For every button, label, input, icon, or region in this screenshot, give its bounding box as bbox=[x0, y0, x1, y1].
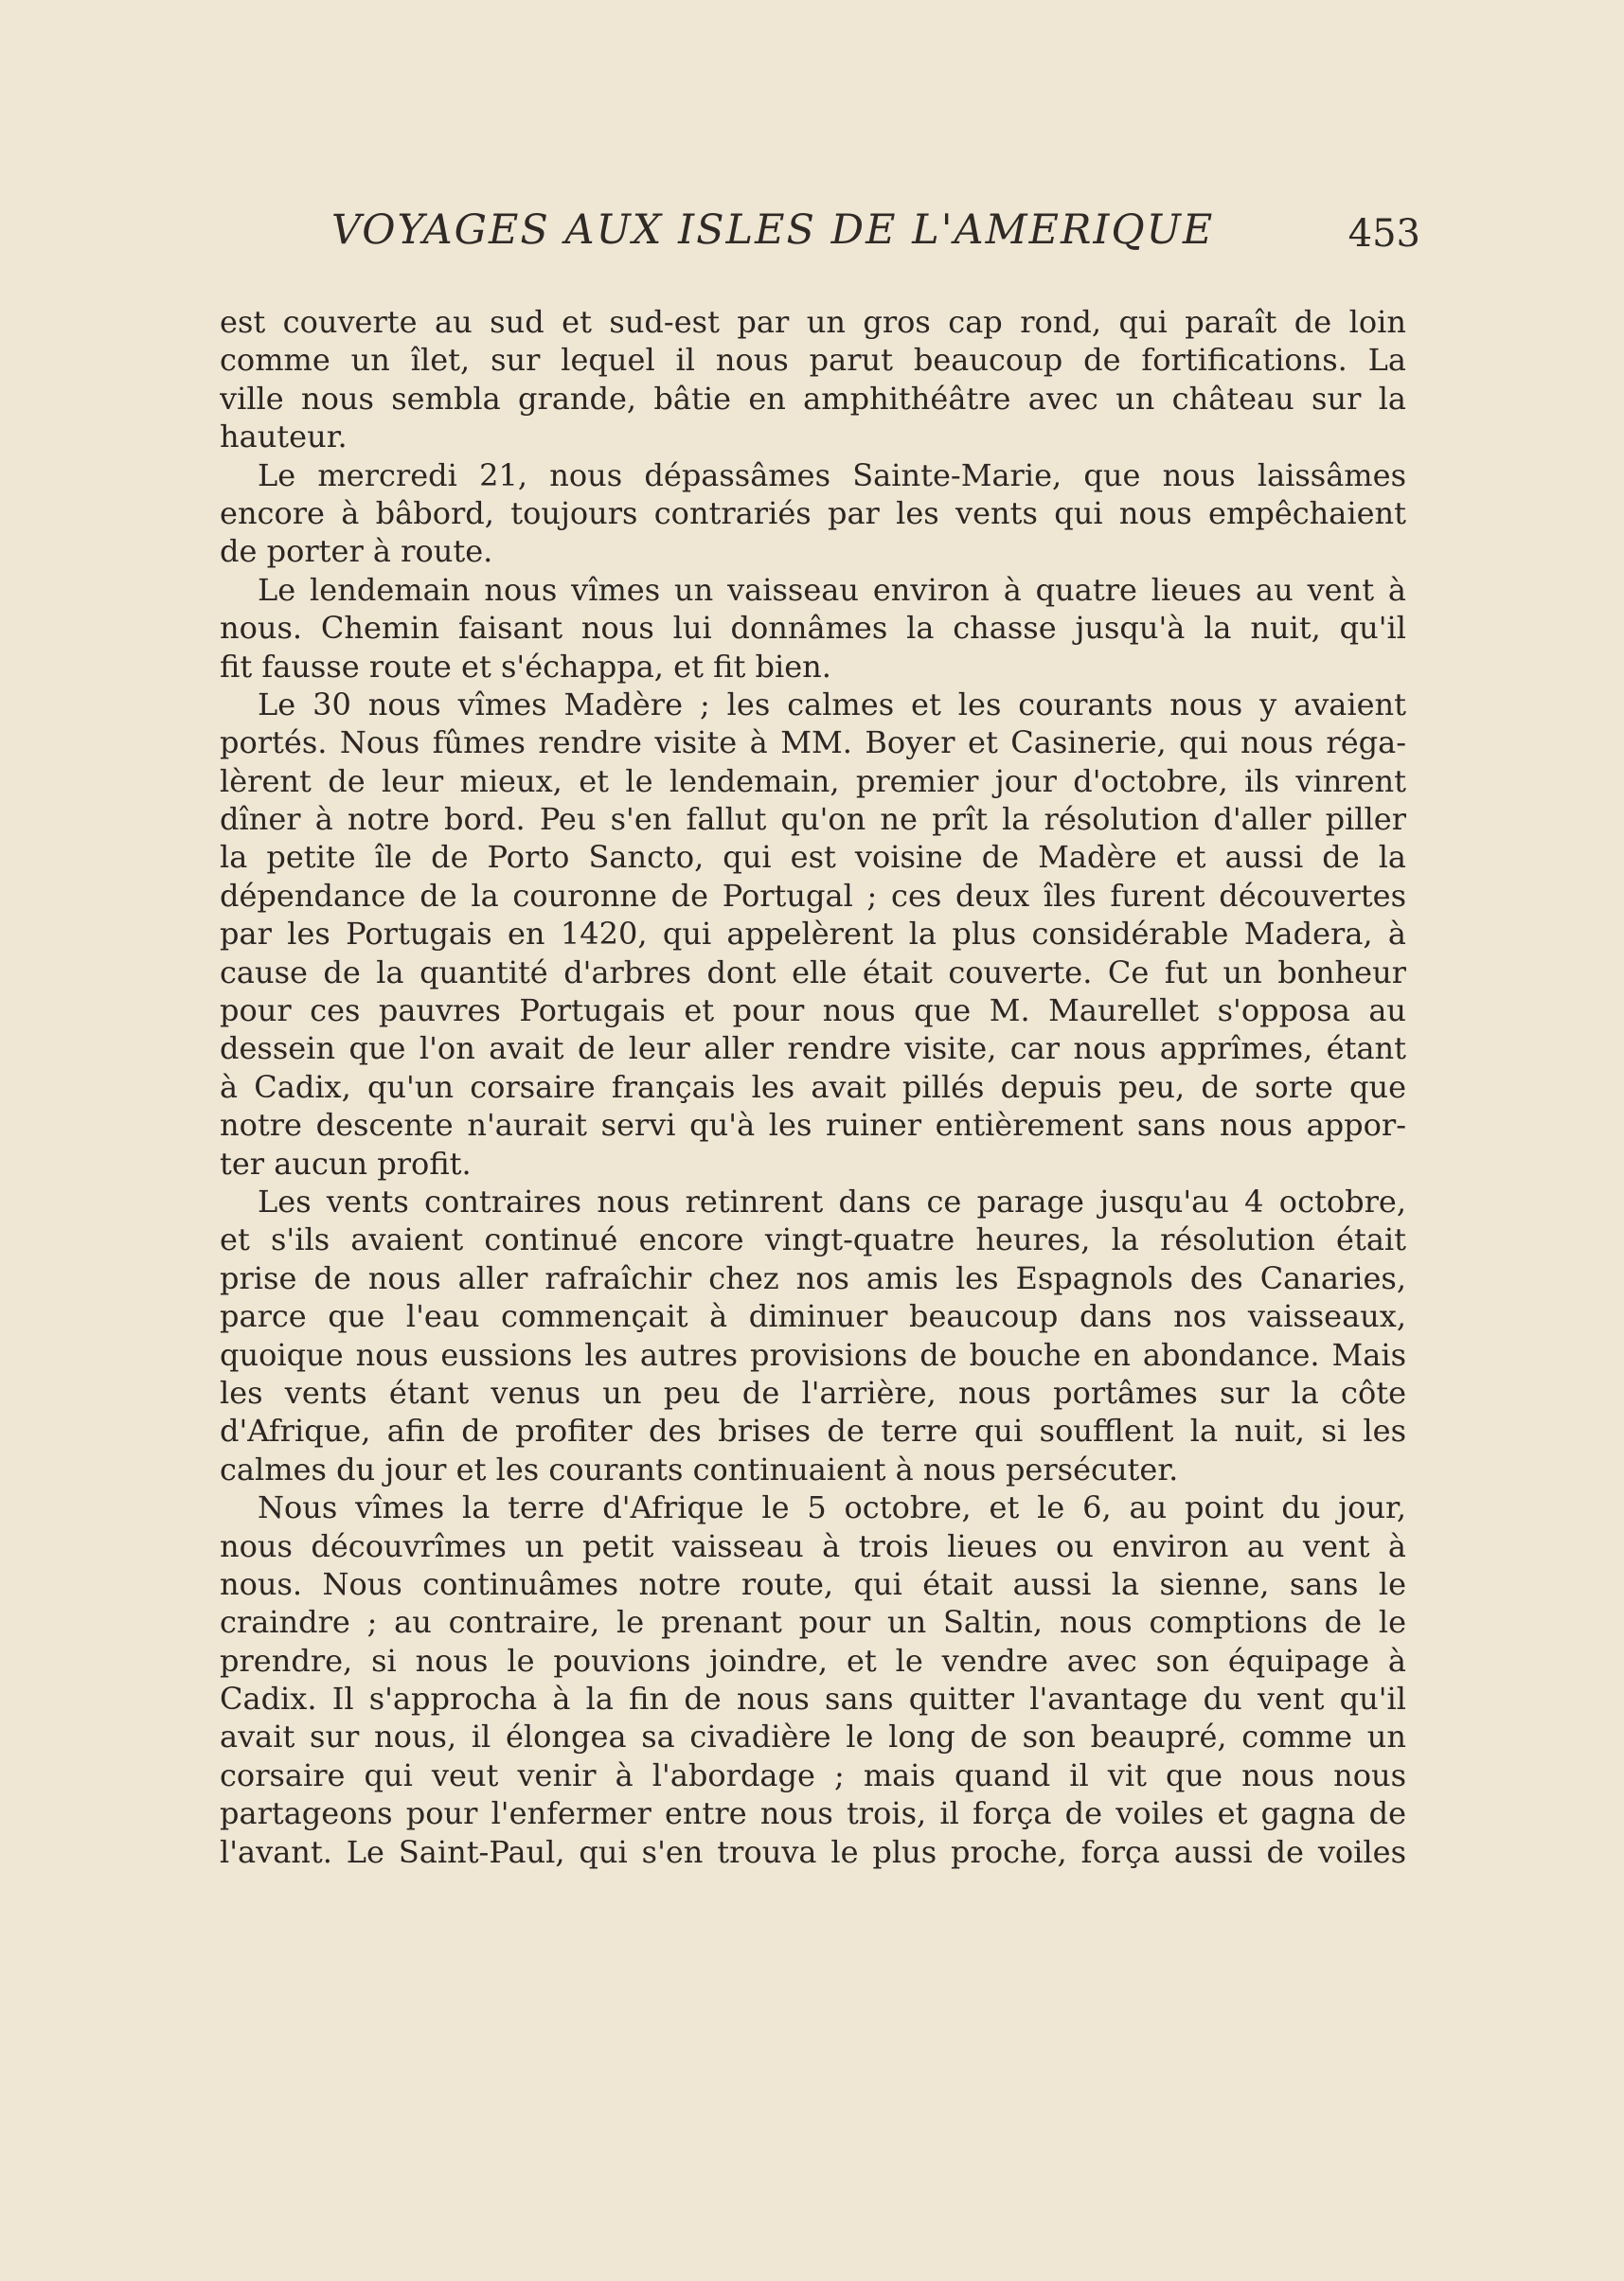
text-line: craindre ; au contraire, le prenant pour un Saltin, nous comptions de le bbox=[220, 1604, 1406, 1641]
text-line: hauteur. bbox=[220, 419, 348, 455]
text-line: la petite île de Porto Sancto, qui est voisine de Madère et aussi de la bbox=[220, 839, 1406, 876]
text-line: nous. Chemin faisant nous lui donnâmes la chasse jusqu'à la nuit, qu'il bbox=[220, 610, 1406, 647]
text-line: notre descente n'aurait servi qu'à les ruiner entièrement sans nous appor- bbox=[220, 1107, 1406, 1144]
text-line: dépendance de la couronne de Portugal ; ces deux îles furent découvertes bbox=[220, 877, 1406, 914]
text-line: nous. Nous continuâmes notre route, qui était aussi la sienne, sans le bbox=[220, 1565, 1406, 1602]
paragraph-first-line: Nous vîmes la terre d'Afrique le 5 octobre, et le 6, au point du jour, bbox=[258, 1489, 1406, 1526]
text-line: cause de la quantité d'arbres dont elle était couverte. Ce fut un bonheur bbox=[220, 953, 1406, 990]
page-number: 453 bbox=[1347, 212, 1420, 256]
text-line: nous découvrîmes un petit vaisseau à trois lieues ou environ au vent à bbox=[220, 1527, 1406, 1564]
text-line: prise de nous aller rafraîchir chez nos amis les Espagnols des Canaries, bbox=[220, 1259, 1406, 1296]
text-line: Cadix. Il s'approcha à la fin de nous sans quitter l'avantage du vent qu'il bbox=[220, 1681, 1406, 1718]
paragraph-first-line: Le lendemain nous vîmes un vaisseau environ à quatre lieues au vent à bbox=[258, 571, 1406, 608]
text-line: encore à bâbord, toujours contrariés par les vents qui nous empêchaient bbox=[220, 494, 1406, 531]
text-line: à Cadix, qu'un corsaire français les avait pillés depuis peu, de sorte que bbox=[220, 1068, 1406, 1105]
text-line: ville nous sembla grande, bâtie en amphithéâtre avec un château sur la bbox=[220, 380, 1406, 417]
text-line: portés. Nous fûmes rendre visite à MM. Boyer et Casinerie, qui nous réga- bbox=[220, 724, 1406, 761]
text-line: calmes du jour et les courants continuaient à nous persécuter. bbox=[220, 1451, 1179, 1488]
text-line: dessein que l'on avait de leur aller rendre visite, car nous apprîmes, étant bbox=[220, 1030, 1406, 1067]
text-line: est couverte au sud et sud-est par un gros cap rond, qui paraît de loin bbox=[220, 304, 1406, 340]
paragraph-first-line: Les vents contraires nous retinrent dans ce parage jusqu'au 4 octobre, bbox=[258, 1183, 1406, 1220]
text-line: par les Portugais en 1420, qui appelèrent la plus considérable Madera, à bbox=[220, 916, 1406, 953]
text-line: d'Afrique, afin de profiter des brises de terre qui soufflent la nuit, si les bbox=[220, 1413, 1406, 1450]
text-line: et s'ils avaient continué encore vingt-quatre heures, la résolution était bbox=[220, 1221, 1406, 1258]
running-title: VOYAGES AUX ISLES DE L'AMERIQUE bbox=[331, 206, 1215, 254]
text-line: prendre, si nous le pouvions joindre, et le vendre avec son équipage à bbox=[220, 1642, 1406, 1679]
text-line: comme un îlet, sur lequel il nous parut beaucoup de fortifications. La bbox=[220, 342, 1406, 379]
text-line: dîner à notre bord. Peu s'en fallut qu'on ne prît la résolution d'aller piller bbox=[220, 801, 1406, 838]
text-line: les vents étant venus un peu de l'arrière, nous portâmes sur la côte bbox=[220, 1374, 1406, 1411]
text-line: corsaire qui veut venir à l'abordage ; mais quand il vit que nous nous bbox=[220, 1756, 1406, 1793]
text-line: de porter à route. bbox=[220, 533, 493, 570]
paragraph-first-line: Le mercredi 21, nous dépassâmes Sainte-Marie, que nous laissâmes bbox=[258, 456, 1406, 493]
paragraph-first-line: Le 30 nous vîmes Madère ; les calmes et les courants nous y avaient bbox=[258, 686, 1406, 722]
text-line: lèrent de leur mieux, et le lendemain, premier jour d'octobre, ils vinrent bbox=[220, 762, 1406, 799]
running-head bbox=[331, 206, 1420, 263]
body-text bbox=[220, 303, 1406, 1871]
text-line: ter aucun profit. bbox=[220, 1145, 472, 1182]
text-line: partageons pour l'enfermer entre nous trois, il força de voiles et gagna de bbox=[220, 1795, 1406, 1832]
text-line: l'avant. Le Saint-Paul, qui s'en trouva le plus proche, força aussi de voiles bbox=[220, 1833, 1406, 1870]
text-line: fit fausse route et s'échappa, et fit bien. bbox=[220, 648, 831, 685]
text-line: parce que l'eau commençait à diminuer beaucoup dans nos vaisseaux, bbox=[220, 1298, 1406, 1335]
text-line: pour ces pauvres Portugais et pour nous que M. Maurellet s'opposa au bbox=[220, 992, 1406, 1029]
text-line: quoique nous eussions les autres provisions de bouche en abondance. Mais bbox=[220, 1336, 1406, 1373]
text-line: avait sur nous, il élongea sa civadière le long de son beaupré, comme un bbox=[220, 1719, 1406, 1755]
